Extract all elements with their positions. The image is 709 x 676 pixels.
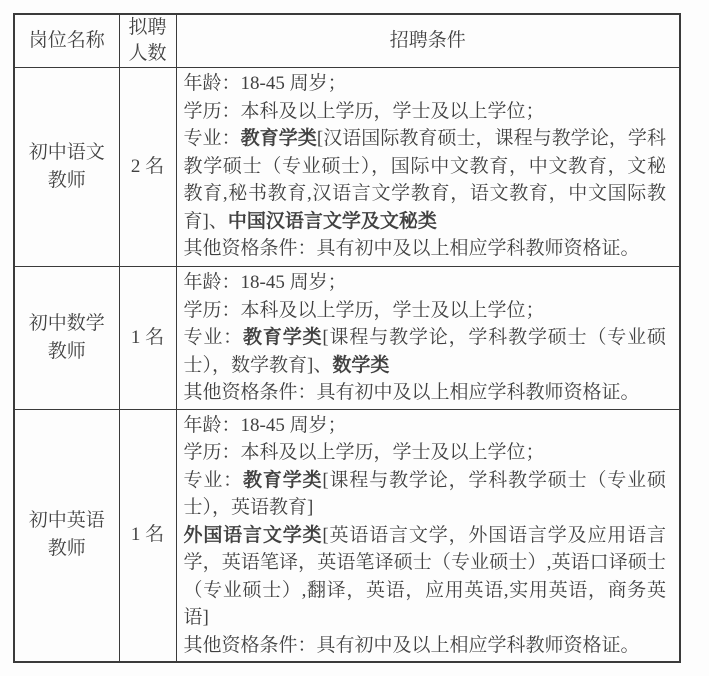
condition-text-segment: 其他资格条件：具有初中及以上相应学科教师资格证。 [183, 238, 640, 259]
conditions-cell [176, 68, 680, 267]
emphasized-category-text: 外国语言文学类 [183, 524, 323, 546]
condition-line [184, 379, 667, 407]
condition-text-segment: 年龄：18-45 周岁； [183, 414, 347, 436]
emphasized-category-text: 中国汉语言文学及文秘类 [227, 210, 437, 232]
emphasized-category-text: 教育学类 [240, 128, 317, 149]
header-position [14, 14, 119, 68]
table-body [14, 68, 680, 663]
condition-line [184, 98, 667, 126]
headcount-value: 1 名 [130, 326, 165, 348]
condition-text-segment: 专业： [183, 128, 241, 149]
condition-line [184, 412, 667, 440]
headcount-cell [119, 409, 176, 662]
position-cell [14, 267, 119, 410]
header-position-label: 岗位名称 [28, 30, 105, 51]
condition-text-segment: 学历：本科及以上学历，学士及以上学位； [183, 299, 545, 321]
condition-text-segment: [英语语言文学，外国语言学及应用语言学，英语笔译，英语笔译硕士（专业硕士）,英语口译硕士（专业硕士）,翻译，英语，应用英语,实用英语，商务英语] [183, 524, 666, 628]
emphasized-category-text: 教育学类 [243, 469, 323, 491]
header-conditions-label: 招聘条件 [389, 30, 466, 51]
condition-line [184, 324, 667, 379]
condition-text-segment: 年龄：18-45 周岁； [183, 272, 347, 293]
condition-text-segment: [汉语国际教育硕士，课程与教学论，学科教学硕士（专业硕士），国际中文教育，中文教育，文秘教育,秘书教育,汉语言文学教育，语文教育，中文国际教育]、 [183, 128, 666, 232]
header-headcount [119, 14, 176, 68]
position-cell [14, 68, 119, 267]
recruitment-table [13, 13, 681, 663]
header-row [14, 14, 680, 68]
headcount-value: 1 名 [130, 524, 165, 546]
header-conditions [176, 14, 680, 68]
header-headcount-label: 拟聘人数 [128, 17, 167, 64]
condition-line [184, 269, 667, 297]
condition-line [184, 125, 667, 235]
headcount-cell [119, 267, 176, 410]
condition-text-segment: 专业： [183, 327, 244, 348]
condition-text-segment: [课程与教学论，学科教学硕士（专业硕士），数学教育]、 [183, 327, 666, 376]
condition-line [184, 522, 667, 632]
condition-text-segment: 其他资格条件：具有初中及以上相应学科教师资格证。 [183, 382, 640, 403]
table-row [14, 267, 680, 410]
condition-line [184, 297, 667, 325]
condition-line [184, 439, 667, 467]
condition-line [184, 70, 667, 98]
condition-line [184, 467, 667, 522]
emphasized-category-text: 数学类 [332, 354, 390, 376]
condition-text-segment: 学历：本科及以上学历，学士及以上学位； [183, 100, 545, 122]
condition-text-segment: 学历：本科及以上学历，学士及以上学位； [183, 442, 545, 463]
emphasized-category-text: 教育学类 [243, 327, 323, 348]
condition-line [184, 235, 667, 263]
condition-text-segment: 其他资格条件：具有初中及以上相应学科教师资格证。 [183, 634, 640, 656]
condition-text-segment: [课程与教学论，学科教学硕士（专业硕士），英语教育] [183, 469, 666, 518]
condition-line [184, 632, 667, 660]
condition-text-segment: 年龄：18-45 周岁； [183, 73, 347, 94]
position-cell [14, 409, 119, 662]
table-row [14, 409, 680, 662]
position-name: 初中英语教师 [28, 510, 105, 560]
position-name: 初中语文教师 [28, 142, 105, 191]
table-row [14, 68, 680, 267]
conditions-cell [176, 409, 680, 662]
position-name: 初中数学教师 [28, 312, 105, 362]
headcount-value: 2 名 [130, 156, 165, 177]
headcount-cell [119, 68, 176, 267]
condition-text-segment: 专业： [183, 469, 244, 491]
conditions-cell [176, 267, 680, 410]
